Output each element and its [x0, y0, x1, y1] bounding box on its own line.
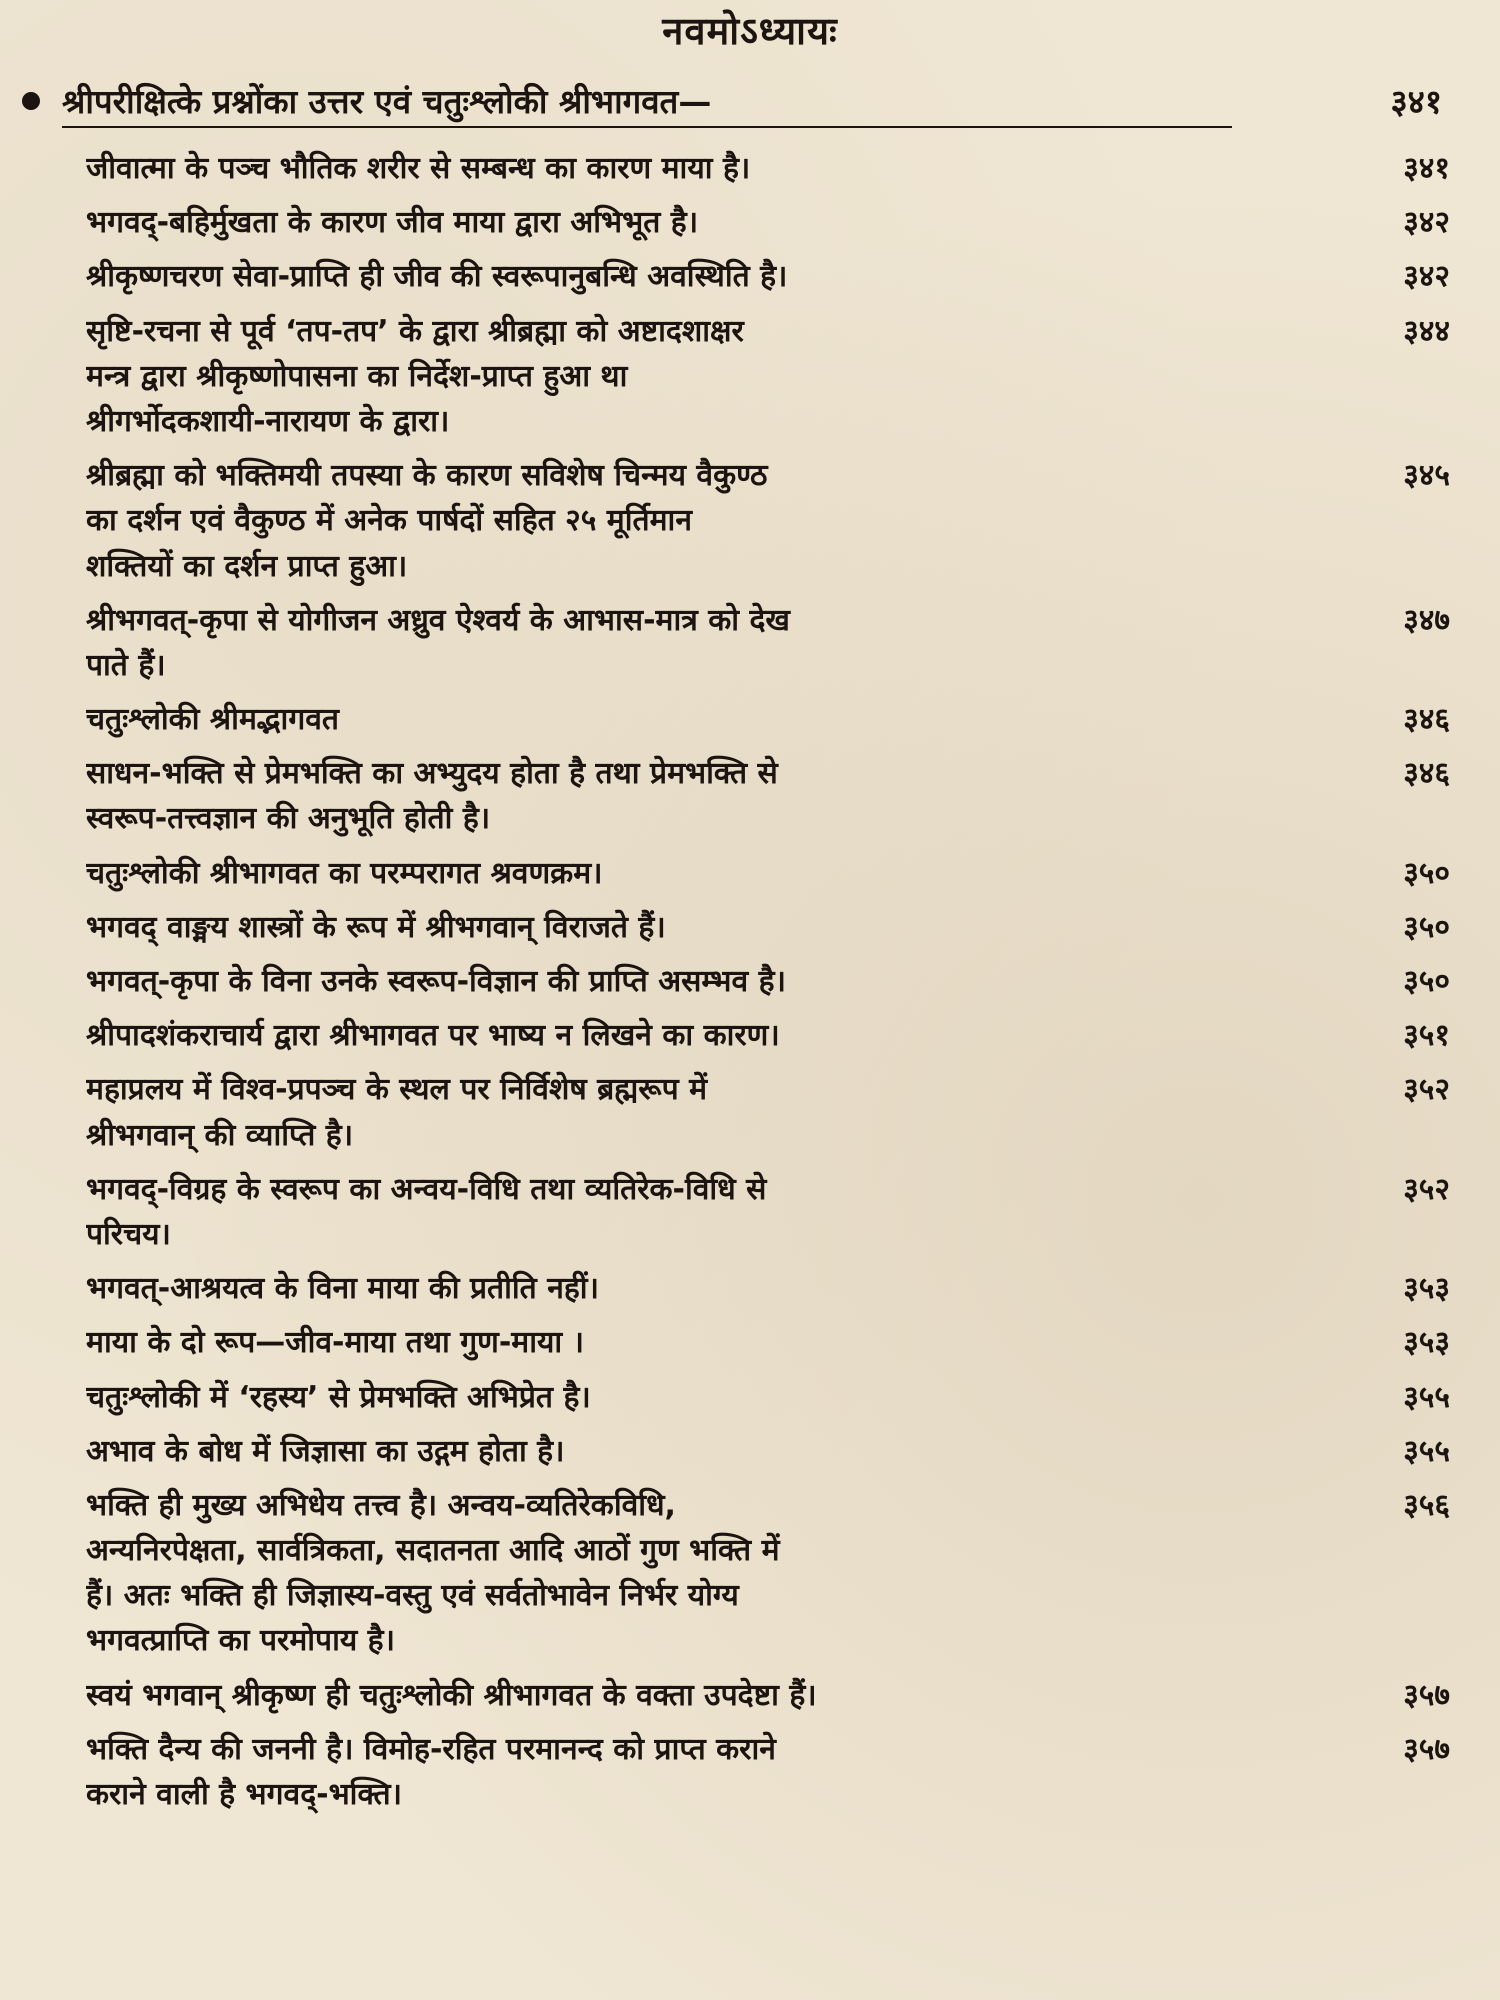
- entry-text-line: भगवद् वाङ्मय शास्त्रों के रूप में श्रीभगवान् विराजते हैं।: [86, 909, 666, 945]
- section-heading: [22, 78, 1442, 126]
- entry-page-number: ३५२: [1403, 1171, 1450, 1207]
- entry-text-line: भगवत्-कृपा के विना उनके स्वरूप-विज्ञान की प्राप्ति असम्भव है।: [86, 964, 786, 999]
- heading-underline: [62, 126, 1232, 128]
- bullet-icon: [22, 92, 40, 110]
- entry-text-line: स्वयं भगवान् श्रीकृष्ण ही चतुःश्लोकी श्रीभागवत के वक्ता उपदेष्टा हैं।: [86, 1677, 817, 1713]
- entry-page-number: ३५५: [1403, 1379, 1450, 1415]
- entry-text-line: स्वरूप-तत्त्वज्ञान की अनुभूति होती है।: [86, 801, 491, 837]
- entry-page-number: ३४५: [1403, 458, 1450, 494]
- entry-text-line: भगवत्प्राप्ति का परमोपाय है।: [86, 1623, 395, 1659]
- contents-entry: [86, 453, 1450, 589]
- contents-entry: [86, 1483, 1450, 1664]
- entry-page-number: ३५५: [1403, 1433, 1450, 1469]
- entry-page-number: ३४२: [1403, 259, 1450, 295]
- contents-entry: [86, 1673, 1450, 1718]
- entry-page-number: ३५०: [1403, 964, 1450, 999]
- contents-entry: [86, 1727, 1450, 1817]
- entry-page-number: ३४७: [1403, 602, 1450, 638]
- entry-page-number: ३५२: [1403, 1072, 1450, 1108]
- entry-text-line: भगवत्-आश्रयत्व के विना माया की प्रतीति नहीं।: [86, 1271, 599, 1307]
- entry-page-number: ३५६: [1403, 1487, 1450, 1523]
- entry-text-line: भगवद्-विग्रह के स्वरूप का अन्वय-विधि तथा व्यतिरेक-विधि से: [86, 1171, 767, 1207]
- entry-text-line: माया के दो रूप—जीव-माया तथा गुण-माया ।: [86, 1325, 584, 1361]
- contents-entry: [86, 959, 1450, 1004]
- entry-page-number: ३५७: [1403, 1677, 1450, 1713]
- entry-page-number: ३५३: [1403, 1325, 1450, 1361]
- section-page-number: ३४१: [1390, 82, 1442, 121]
- entry-text-line: कराने वाली है भगवद्-भक्ति।: [86, 1777, 403, 1812]
- entry-text-line: पाते हैं।: [86, 647, 166, 683]
- entry-text-line: शक्तियों का दर्शन प्राप्त हुआ।: [86, 548, 408, 584]
- contents-entry: [86, 1067, 1450, 1157]
- entry-text-line: भगवद्-बहिर्मुखता के कारण जीव माया द्वारा अभिभूत है।: [86, 205, 699, 241]
- contents-entry: [86, 1167, 1450, 1257]
- entry-text-line: श्रीकृष्णचरण सेवा-प्राप्ति ही जीव की स्वरूपानुबन्धि अवस्थिति है।: [86, 259, 788, 295]
- entry-text-line: हैं। अतः भक्ति ही जिज्ञास्य-वस्तु एवं सर्वतोभावेन निर्भर योग्य: [86, 1578, 739, 1614]
- contents-entry: [86, 146, 1450, 191]
- contents-entry: [86, 697, 1450, 742]
- contents-entry: [86, 1013, 1450, 1058]
- contents-entry: [86, 851, 1450, 896]
- entry-page-number: ३५७: [1403, 1731, 1450, 1767]
- entry-text-line: श्रीभगवान् की व्याप्ति है।: [86, 1117, 354, 1153]
- entry-text-line: भक्ति दैन्य की जननी है। विमोह-रहित परमानन्द को प्राप्त कराने: [86, 1731, 776, 1767]
- entry-text-line: भक्ति ही मुख्य अभिधेय तत्त्व है। अन्वय-व्यतिरेकविधि,: [86, 1487, 676, 1523]
- contents-entry: [86, 254, 1450, 299]
- entry-page-number: ३५३: [1403, 1271, 1450, 1307]
- entry-text-line: श्रीपादशंकराचार्य द्वारा श्रीभागवत पर भाष्य न लिखने का कारण।: [86, 1018, 780, 1054]
- entry-page-number: ३४६: [1403, 756, 1450, 792]
- entry-text-line: श्रीब्रह्मा को भक्तिमयी तपस्या के कारण सविशेष चिन्मय वैकुण्ठ: [86, 458, 768, 494]
- entry-text-line: साधन-भक्ति से प्रेमभक्ति का अभ्युदय होता है तथा प्रेमभक्ति से: [86, 756, 778, 792]
- entry-page-number: ३४२: [1403, 205, 1450, 241]
- entry-text-line: परिचय।: [86, 1216, 171, 1252]
- entry-text-line: चतुःश्लोकी श्रीमद्भागवत: [86, 702, 339, 738]
- entry-text-line: सृष्टि-रचना से पूर्व ‘तप-तप’ के द्वारा श्रीब्रह्मा को अष्टादशाक्षर: [86, 313, 744, 349]
- entry-text-line: चतुःश्लोकी श्रीभागवत का परम्परागत श्रवणक्रम।: [86, 855, 603, 891]
- entry-text-line: जीवात्मा के पञ्च भौतिक शरीर से सम्बन्ध का कारण माया है।: [86, 151, 751, 186]
- entry-text-line: श्रीभगवत्-कृपा से योगीजन अध्रुव ऐश्वर्य के आभास-मात्र को देख: [86, 602, 790, 638]
- entry-text-line: अन्यनिरपेक्षता, सार्वत्रिकता, सदातनता आदि आठों गुण भक्ति में: [86, 1533, 780, 1569]
- chapter-title: नवमोऽध्यायः: [662, 9, 838, 53]
- contents-entry: [86, 1266, 1450, 1311]
- entry-text-line: का दर्शन एवं वैकुण्ठ में अनेक पार्षदों सहित २५ मूर्तिमान: [86, 503, 692, 539]
- contents-entry: [86, 200, 1450, 245]
- contents-entry: [86, 1375, 1450, 1420]
- entry-text-line: श्रीगर्भोदकशायी-नारायण के द्वारा।: [86, 403, 450, 439]
- entry-page-number: ३४१: [1403, 151, 1450, 186]
- entry-text-line: महाप्रलय में विश्व-प्रपञ्च के स्थल पर निर्विशेष ब्रह्मरूप में: [86, 1072, 708, 1108]
- contents-entry: [86, 598, 1450, 688]
- entry-text-line: मन्त्र द्वारा श्रीकृष्णोपासना का निर्देश-प्राप्त हुआ था: [86, 358, 628, 394]
- entry-page-number: ३५०: [1403, 909, 1450, 945]
- contents-entry: [86, 1429, 1450, 1474]
- entry-text-line: अभाव के बोध में जिज्ञासा का उद्गम होता है।: [86, 1433, 565, 1469]
- entry-text-line: चतुःश्लोकी में ‘रहस्य’ से प्रेमभक्ति अभिप्रेत है।: [86, 1379, 591, 1415]
- contents-entry: [86, 309, 1450, 445]
- contents-entry: [86, 751, 1450, 841]
- section-heading-text: श्रीपरीक्षित्के प्रश्नोंका उत्तर एवं चतुःश्लोकी श्रीभागवत—: [62, 82, 712, 121]
- entry-page-number: ३४६: [1403, 702, 1450, 738]
- entry-page-number: ३४४: [1403, 313, 1450, 349]
- contents-list: [86, 146, 1450, 1826]
- contents-entry: [86, 1320, 1450, 1365]
- contents-entry: [86, 905, 1450, 950]
- entry-page-number: ३५०: [1403, 855, 1450, 891]
- entry-page-number: ३५१: [1403, 1018, 1450, 1054]
